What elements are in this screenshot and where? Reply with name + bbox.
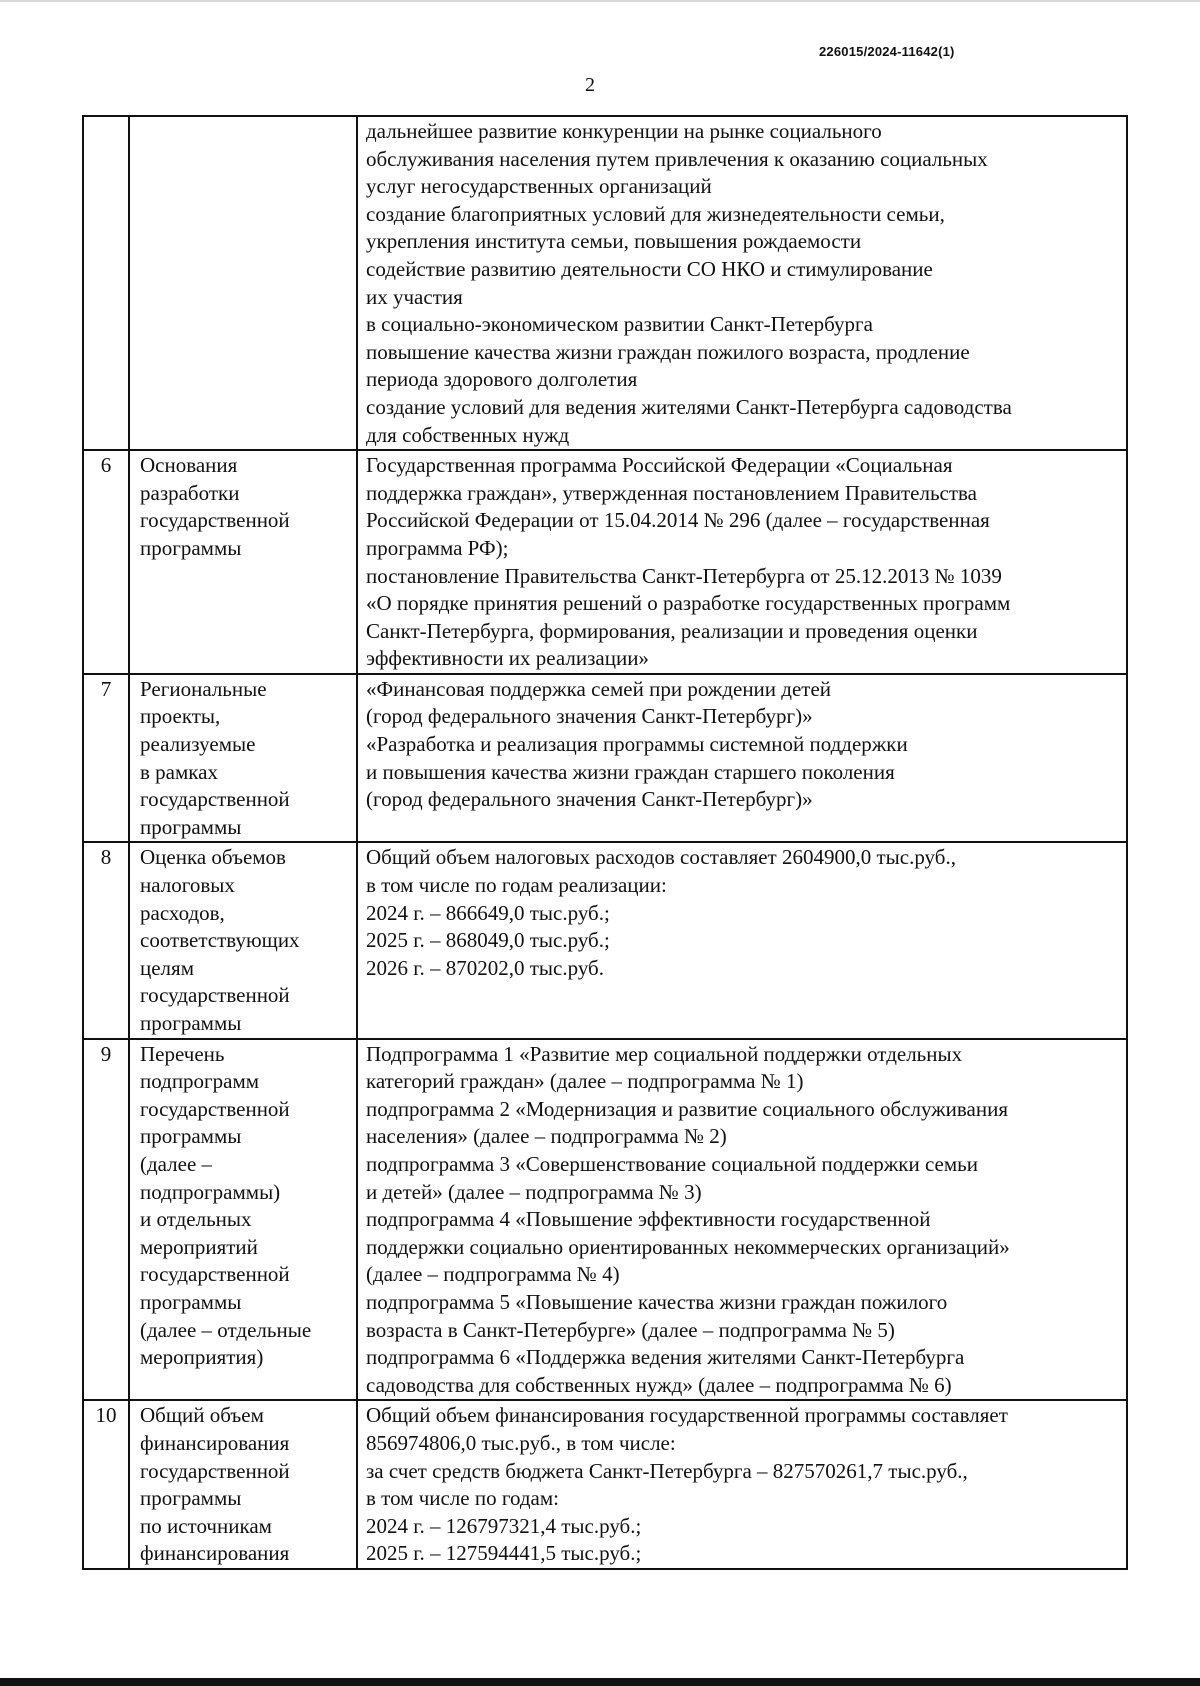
row-content xyxy=(357,1039,1127,1401)
row-content-line: программа РФ); xyxy=(366,535,509,560)
row-title-line: государственной xyxy=(140,787,290,812)
row-content-line: Общий объем финансирования государственной программы составляет xyxy=(366,1403,1008,1428)
table-row xyxy=(83,1400,1127,1569)
row-title-line: Оценка объемов xyxy=(140,845,286,870)
row-content-line: и детей» (далее – подпрограмма № 3) xyxy=(366,1179,702,1204)
row-title xyxy=(129,1039,357,1401)
row-content-line: Подпрограмма 1 «Развитие мер социальной поддержки отдельных xyxy=(366,1041,963,1066)
row-title-line: государственной xyxy=(140,983,290,1008)
row-title-line: государственной xyxy=(140,508,290,533)
row-content-line: подпрограмма 3 «Совершенствование социальной поддержки семьи xyxy=(366,1151,978,1176)
row-content-line: Общий объем налоговых расходов составляет 2604900,0 тыс.руб., xyxy=(366,845,956,870)
row-title xyxy=(129,1400,357,1569)
row-content-line: в том числе по годам: xyxy=(366,1486,559,1511)
row-title-line: финансирования xyxy=(140,1541,290,1566)
row-content-line: для собственных нужд xyxy=(366,422,570,447)
row-content-line: 2024 г. – 126797321,4 тыс.руб.; xyxy=(366,1513,642,1538)
program-passport-table xyxy=(82,115,1128,1570)
row-content-line: содействие развитию деятельности СО НКО и стимулирование xyxy=(366,256,933,281)
row-content-line: дальнейшее развитие конкуренции на рынке социального xyxy=(366,119,882,143)
row-content-line: Санкт-Петербурга, формирования, реализации и проведения оценки xyxy=(366,618,978,643)
row-title-line: подпрограмм xyxy=(140,1069,260,1094)
passport-table-body xyxy=(83,116,1127,1569)
row-title-line: налоговых xyxy=(140,873,235,898)
row-content-line: (город федерального значения Санкт-Петербург)» xyxy=(366,787,813,812)
row-title-line: расходов, xyxy=(140,900,225,925)
row-title-line: государственной xyxy=(140,1096,290,1121)
row-title-line: Основания xyxy=(140,453,238,478)
row-content-line: возраста в Санкт-Петербурге» (далее – подпрограмма № 5) xyxy=(366,1317,895,1342)
row-title-line: программы xyxy=(140,1124,242,1149)
row-title-line: государственной xyxy=(140,1458,290,1483)
row-title-line: программы xyxy=(140,535,242,560)
row-content-line: 2026 г. – 870202,0 тыс.руб. xyxy=(366,955,604,980)
row-content-line: садоводства для собственных нужд» (далее – подпрограмма № 6) xyxy=(366,1372,952,1397)
row-title-line: по источникам xyxy=(140,1513,272,1538)
row-content-line: подпрограмма 4 «Повышение эффективности государственной xyxy=(366,1207,931,1232)
row-title xyxy=(129,450,357,674)
row-title-line: соответствующих xyxy=(140,928,300,953)
row-title-line: программы xyxy=(140,1289,242,1314)
table-row xyxy=(83,674,1127,843)
row-content-line: эффективности их реализации» xyxy=(366,646,649,671)
row-content-line: укрепления института семьи, повышения рождаемости xyxy=(366,229,862,254)
table-row xyxy=(83,450,1127,674)
row-content-line: подпрограмма 5 «Повышение качества жизни граждан пожилого xyxy=(366,1289,948,1314)
row-content-line: населения» (далее – подпрограмма № 2) xyxy=(366,1124,727,1149)
row-content-line: Российской Федерации от 15.04.2014 № 296 (далее – государственная xyxy=(366,508,990,533)
row-number: 8 xyxy=(83,842,129,1038)
scan-top-edge xyxy=(0,0,1200,2)
row-content-line: 2025 г. – 868049,0 тыс.руб.; xyxy=(366,928,610,953)
row-content-line: «Финансовая поддержка семей при рождении детей xyxy=(366,676,832,701)
row-title-line: реализуемые xyxy=(140,732,256,757)
row-content-line: их участия xyxy=(366,284,463,309)
row-content-line: и повышения качества жизни граждан старшего поколения xyxy=(366,759,895,784)
row-content-line: поддержка граждан», утвержденная постановлением Правительства xyxy=(366,480,977,505)
row-content-line: услуг негосударственных организаций xyxy=(366,174,712,199)
row-content-line: в социально-экономическом развитии Санкт-Петербурга xyxy=(366,312,873,337)
row-title-line: государственной xyxy=(140,1262,290,1287)
page-number: 2 xyxy=(585,74,595,96)
row-content xyxy=(357,842,1127,1038)
row-content-line: повышение качества жизни граждан пожилого возраста, продление xyxy=(366,339,970,364)
row-content-line: 2024 г. – 866649,0 тыс.руб.; xyxy=(366,900,610,925)
row-number: 6 xyxy=(83,450,129,674)
row-content-line: подпрограмма 2 «Модернизация и развитие социального обслуживания xyxy=(366,1096,1009,1121)
row-content-line: за счет средств бюджета Санкт-Петербурга – 827570261,7 тыс.руб., xyxy=(366,1458,968,1483)
row-title-line: и отдельных xyxy=(140,1207,252,1232)
row-title-line: целям xyxy=(140,955,194,980)
row-title-line: Региональные xyxy=(140,676,267,701)
row-content-line: «О порядке принятия решений о разработке государственных программ xyxy=(366,591,1011,616)
row-content xyxy=(357,450,1127,674)
row-content-line: в том числе по годам реализации: xyxy=(366,873,667,898)
document-registration-number: 226015/2024-11642(1) xyxy=(819,44,955,59)
row-content-line: подпрограмма 6 «Поддержка ведения жителями Санкт-Петербурга xyxy=(366,1345,965,1370)
row-number: 10 xyxy=(83,1400,129,1569)
row-title-line: программы xyxy=(140,1011,242,1035)
row-content xyxy=(357,116,1127,450)
row-title-line: (далее – xyxy=(140,1151,213,1176)
row-number xyxy=(83,116,129,450)
row-content-line: (город федерального значения Санкт-Петербург)» xyxy=(366,704,813,729)
row-title xyxy=(129,842,357,1038)
row-title-line: разработки xyxy=(140,480,240,505)
row-title-line: проекты, xyxy=(140,704,221,729)
row-title-line: мероприятия) xyxy=(140,1345,264,1370)
row-content-line: Государственная программа Российской Федерации «Социальная xyxy=(366,453,953,478)
row-title-line: в рамках xyxy=(140,759,218,784)
row-content xyxy=(357,1400,1127,1569)
scan-bottom-edge xyxy=(0,1678,1200,1686)
row-title-line: программы xyxy=(140,1486,242,1511)
row-content-line: категорий граждан» (далее – подпрограмма № 1) xyxy=(366,1069,804,1094)
row-content-line: периода здорового долголетия xyxy=(366,367,638,392)
row-content-line: постановление Правительства Санкт-Петербурга от 25.12.2013 № 1039 xyxy=(366,563,1002,588)
row-number: 9 xyxy=(83,1039,129,1401)
row-content-line: поддержки социально ориентированных некоммерческих организаций» xyxy=(366,1234,1010,1259)
row-content-line: 2025 г. – 127594441,5 тыс.руб.; xyxy=(366,1541,642,1566)
row-title-line: (далее – отдельные xyxy=(140,1317,312,1342)
row-title-line: Перечень xyxy=(140,1041,225,1066)
table-row xyxy=(83,116,1127,450)
row-number: 7 xyxy=(83,674,129,843)
row-title xyxy=(129,116,357,450)
row-title xyxy=(129,674,357,843)
table-row xyxy=(83,842,1127,1038)
row-title-line: финансирования xyxy=(140,1430,290,1455)
row-title-line: мероприятий xyxy=(140,1234,258,1259)
row-content-line: обслуживания населения путем привлечения к оказанию социальных xyxy=(366,146,988,171)
table-row xyxy=(83,1039,1127,1401)
row-title-line: Общий объем xyxy=(140,1403,264,1428)
row-title-line: подпрограммы) xyxy=(140,1179,281,1204)
row-content-line: создание условий для ведения жителями Санкт-Петербурга садоводства xyxy=(366,394,1012,419)
row-content xyxy=(357,674,1127,843)
row-title-line: программы xyxy=(140,814,242,839)
row-content-line: «Разработка и реализация программы системной поддержки xyxy=(366,732,908,757)
row-content-line: 856974806,0 тыс.руб., в том числе: xyxy=(366,1430,676,1455)
row-content-line: (далее – подпрограмма № 4) xyxy=(366,1262,620,1287)
row-content-line: создание благоприятных условий для жизнедеятельности семьи, xyxy=(366,201,945,226)
